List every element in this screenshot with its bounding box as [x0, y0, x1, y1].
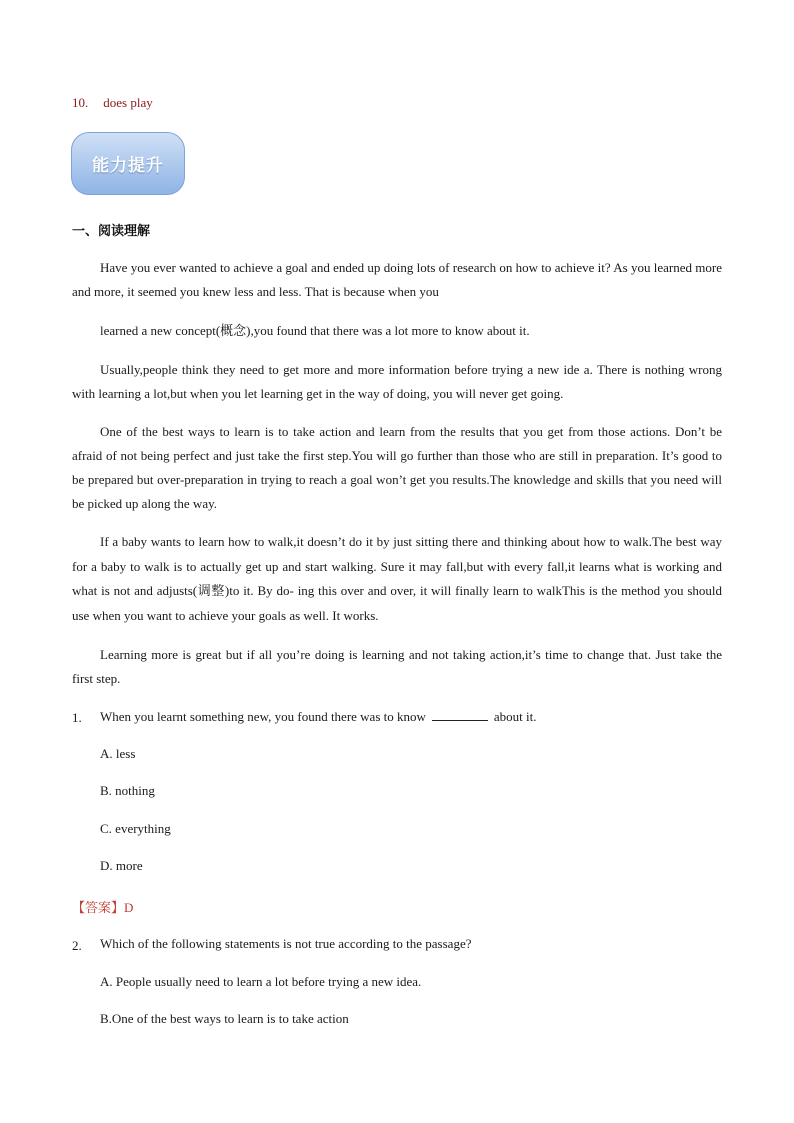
section-title: 一、阅读理解: [72, 224, 151, 239]
question-2-option-b: B.One of the best ways to learn is to take action: [100, 1011, 349, 1026]
previous-answer-item: [72, 95, 153, 111]
section-badge: [71, 132, 185, 195]
question-1-stem-end: about it.: [493, 709, 537, 724]
badge-label: 能力提升: [92, 156, 164, 176]
question-1-option-d: D. more: [100, 858, 143, 873]
question-1-number: 1.: [72, 710, 82, 725]
question-1-option-a: A. less: [100, 746, 136, 761]
question-2-option-a: A. People usually need to learn a lot before trying a new idea.: [100, 974, 422, 989]
passage-paragraph-1-cont: learned a new concept(概念),you found that there was a lot more to know about it.: [100, 323, 530, 338]
question-1-option-b: B. nothing: [100, 783, 155, 798]
item-number: 10.: [72, 95, 89, 110]
answer-blank: [432, 708, 488, 721]
question-2-number: 2.: [72, 938, 82, 953]
question-1-stem: When you learnt something new, you found there was to know: [100, 709, 426, 724]
passage-paragraph-5: Learning more is great but if all you’re doing is learning and not taking action,it’s time to change that. Just take the first step.: [72, 647, 722, 686]
question-2-text: Which of the following statements is not true according to the passage?: [100, 936, 472, 951]
answer-value: D: [124, 900, 134, 915]
passage-paragraph-4: If a baby wants to learn how to walk,it doesn’t do it by just sitting there and thinking about how to walk.The best way for a baby to walk is to actually get up and start walking. Sure it may fall,but with every fall,it learns what is working and what is not and adjusts(调整)to it. By do- ing this over and over, it will finally learn to walkThis is the method you should use when you want to achieve your goals as well. It works.: [72, 534, 722, 623]
question-1-text: [100, 708, 537, 725]
question-1-option-c: C. everything: [100, 821, 171, 836]
answer-label: 【答案】: [72, 901, 125, 916]
passage-paragraph-3: One of the best ways to learn is to take action and learn from the results that you get from those actions. Don’t be afraid of not being perfect and just take the first step.You will go further than those who are still in preparation. It’s good to be prepared but over-preparation in trying to reach a goal won’t get you results.The knowledge and skills that you need will be picked up along the way.: [72, 424, 722, 511]
question-1-answer: [72, 897, 133, 916]
passage-paragraph-1: Have you ever wanted to achieve a goal and ended up doing lots of research on how to achieve it? As you learned more and more, it seemed you knew less and less. That is because when you: [72, 260, 722, 299]
passage-paragraph-2: Usually,people think they need to get more and more information before trying a new ide a. There is nothing wrong with learning a lot,but when you let learning get in the way of doing, you will never get going.: [72, 362, 722, 401]
item-text: does play: [103, 95, 153, 110]
